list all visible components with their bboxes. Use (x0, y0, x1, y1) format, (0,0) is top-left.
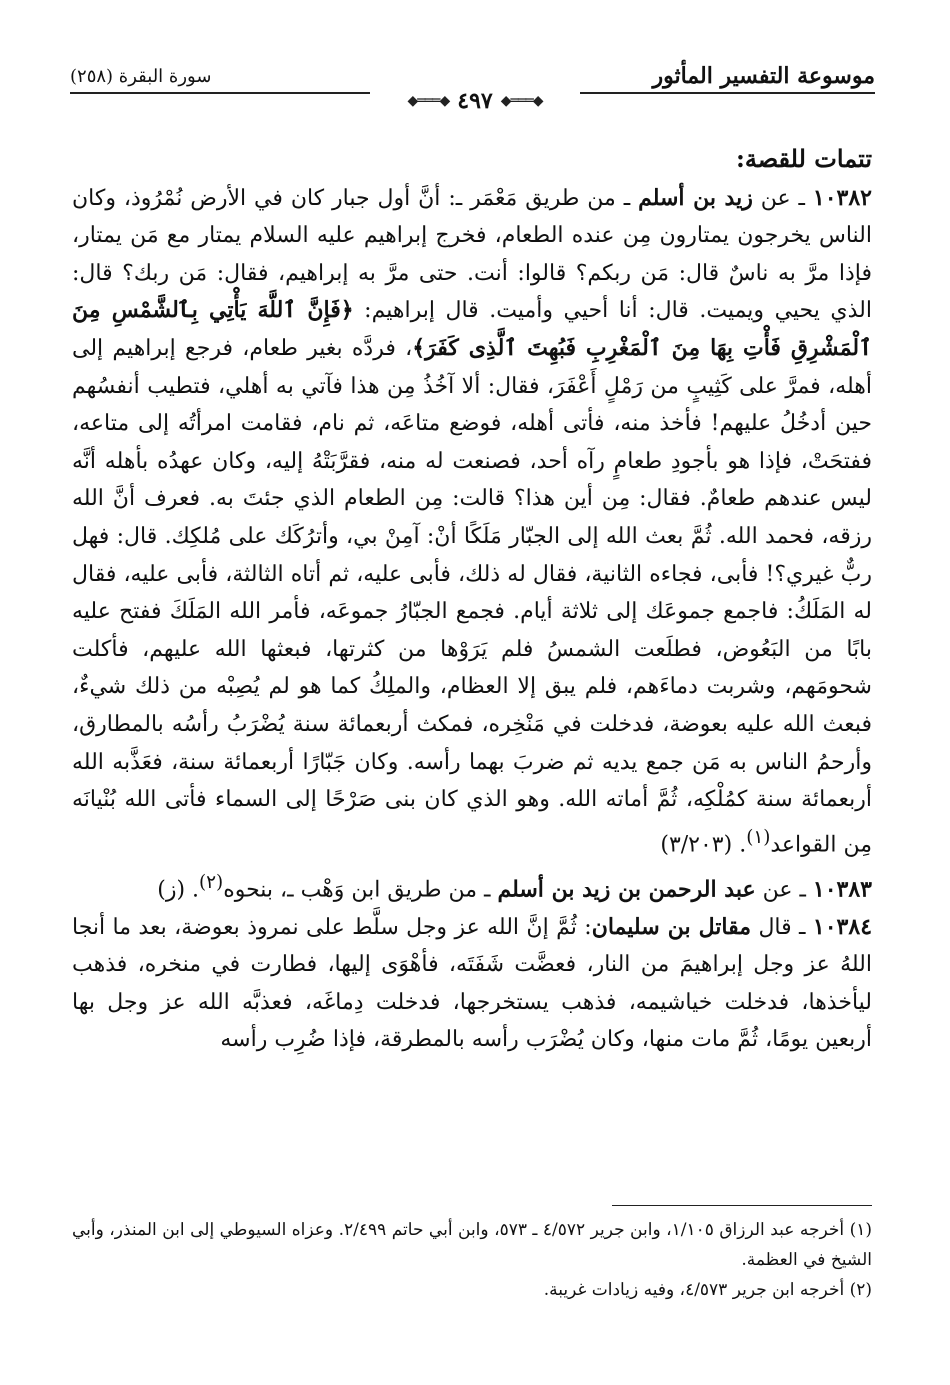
entry-10382 (72, 180, 872, 864)
footnote-marker: (١) (746, 826, 771, 848)
entry-dash: ـ (791, 914, 813, 940)
page-number: ٤٩٧ (457, 88, 493, 114)
entry-number: ١٠٣٨٣ (812, 875, 872, 902)
footnote-marker: (٢) (199, 871, 224, 893)
footnote-separator (612, 1205, 872, 1206)
entry-reference: . (٣/٢٠٣) (660, 832, 747, 858)
book-title: موسوعة التفسير المأثور (652, 63, 875, 89)
narrator-name: عبد الرحمن بن زيد بن أسلم (497, 875, 756, 902)
ornament-left-icon: ◆═══◆ (407, 93, 450, 109)
ornament-right-icon: ◆═══◆ (500, 93, 543, 109)
entry-10383 (72, 864, 872, 909)
narrator-name: مقاتل بن سليمان (591, 913, 752, 940)
entry-text: ـ من طريق مَعْمَر ـ: أنَّ أول جبار كان في الأرض نُمْرُوذ، وكان الناس يخرجون يمتارون مِن عنده الطعام، فخرج إبراهيم عليه السلام يمتار مع مَن يمتار، فإذا مرَّ به ناسٌ قال: مَن ربكم؟ قالوا: أنت. حتى مرَّ به إبراهيم، فقال: مَن ربك؟ قال: الذي يحيي ويميت. قال: أنا أحيي وأميت. قال إبراهيم: (72, 185, 872, 324)
entry-reference: . (ز) (157, 876, 200, 902)
entry-10384 (72, 909, 872, 1059)
quran-verse: ﴿فَإِنَّ ٱللَّهَ يَأْتِي بِٱلشَّمْسِ مِنَ ٱلْمَشْرِقِ فَأْتِ بِهَا مِنَ ٱلْمَغْرِبِ فَبُهِتَ ٱلَّذِى كَفَرَ﴾ (72, 297, 873, 361)
entry-number: ١٠٣٨٢ (812, 184, 872, 211)
entry-text-continued: ، فردَّه بغير طعام، فرجع إبراهيم إلى أهله، فمرَّ على كَثِيبٍ من رَمْلٍ أَعْفَرَ، فقال: ألا آخُذُ مِن هذا فآتي به أهلي، فتطيب أنفسُهم حين أدخُلُ عليهم! فأخذ منه، فأتى أهله، فوضع متاعَه، ثم نام، فقامت امرأتُه إلى متاعه، ففتحَتْ، فإذا هو بأجودِ طعامٍ رآه أحد، فصنعت له منه، فقرَّبَتْهُ إليه، وكان عهدُه بأهله أنَّه ليس عندهم طعامٌ. فقال: مِن أين هذا؟ قالت: مِن الطعام الذي جئتَ به. فعرف أنَّ الله رزقه، فحمد الله. ثُمَّ بعث الله إلى الجبّار مَلَكًا أنْ: آمِنْ بي، وأترُكَك على مُلكِك. قال: فهل ربٌّ غيري؟! فأبى، فجاءه الثانية، فقال له ذلك، فأبى عليه، ثم أتاه الثالثة، فأبى عليه، فقال له المَلَكُ: فاجمع جموعَك إلى ثلاثة أيام. فجمع الجبّارُ جموعَه، فأمر الله المَلَكَ ففتح عليه بابًا من البَعُوض، فطلَعت الشمسُ فلم يَرَوْها من كثرتها، فبعثها الله عليهم، فأكلت شحومَهم، وشربت دماءَهم، فلم يبق إلا العظام، والملِكُ كما هو لم يُصِبْه من ذلك شيءٌ، فبعث الله عليه بعوضة، فدخلت في مَنْخِره، فمكث أربعمائة سنة يُضْرَبُ رأسُه بالمطارق، وأرحمُ الناس به مَن جمع يديه ثم ضربَ بهما رأسه. وكان جَبّارًا أربعمائة سنة، فعَذَّبه الله أربعمائة سنة كمُلْكِه، ثُمَّ أماته الله. وهو الذي كان بنى صَرْحًا إلى السماء فأتى الله بُنْيانَه مِن القواعد (72, 335, 872, 858)
surah-reference: سورة البقرة (٢٥٨) (70, 65, 212, 87)
entry-lead: عن (752, 185, 791, 211)
entry-text: ـ من طريق ابن وَهْب ـ، بنحوه (223, 876, 498, 902)
entry-dash: ـ (792, 876, 813, 902)
entry-text: : ثُمَّ إنَّ الله عز وجل سلَّط على نمروذ بعوضة، بعد ما أنجا اللهُ عز وجل إبراهيمَ من النار، فعضَّت شَفَتَه، فأهْوَى إليها، فطارت في منخره، فذهب ليأخذها، فدخلت خياشيمه، فذهب يستخرجها، فدخلت دِماغَه، فعذبَّه الله عز وجل بها أربعين يومًا، ثُمَّ مات منها، وكان يُضْرَب رأسه بالمطرقة، فإذا ضُرِب رأسه (72, 914, 872, 1053)
entry-number: ١٠٣٨٤ (812, 913, 873, 940)
section-heading: تتمات للقصة: (736, 144, 872, 173)
narrator-name: زيد بن أسلم (638, 184, 753, 211)
entry-dash: ـ (790, 185, 813, 211)
footnote-2: (٢) أخرجه ابن جرير ٤/٥٧٣، وفيه زيادات غريبة. (543, 1280, 872, 1300)
page-number-block (370, 88, 580, 114)
footnote-1: (١) أخرجه عبد الرزاق ١/١٠٥، وابن جرير ٤/٥٧٢ ـ ٥٧٣، وابن أبي حاتم ٢/٤٩٩. وعزاه السيوطي إلى ابن المنذر، وأبي الشيخ في العظمة. (72, 1220, 872, 1270)
main-text (72, 140, 872, 1059)
footnotes (72, 1215, 872, 1305)
entry-lead: عن (755, 876, 793, 902)
entry-lead: قال (751, 914, 792, 940)
